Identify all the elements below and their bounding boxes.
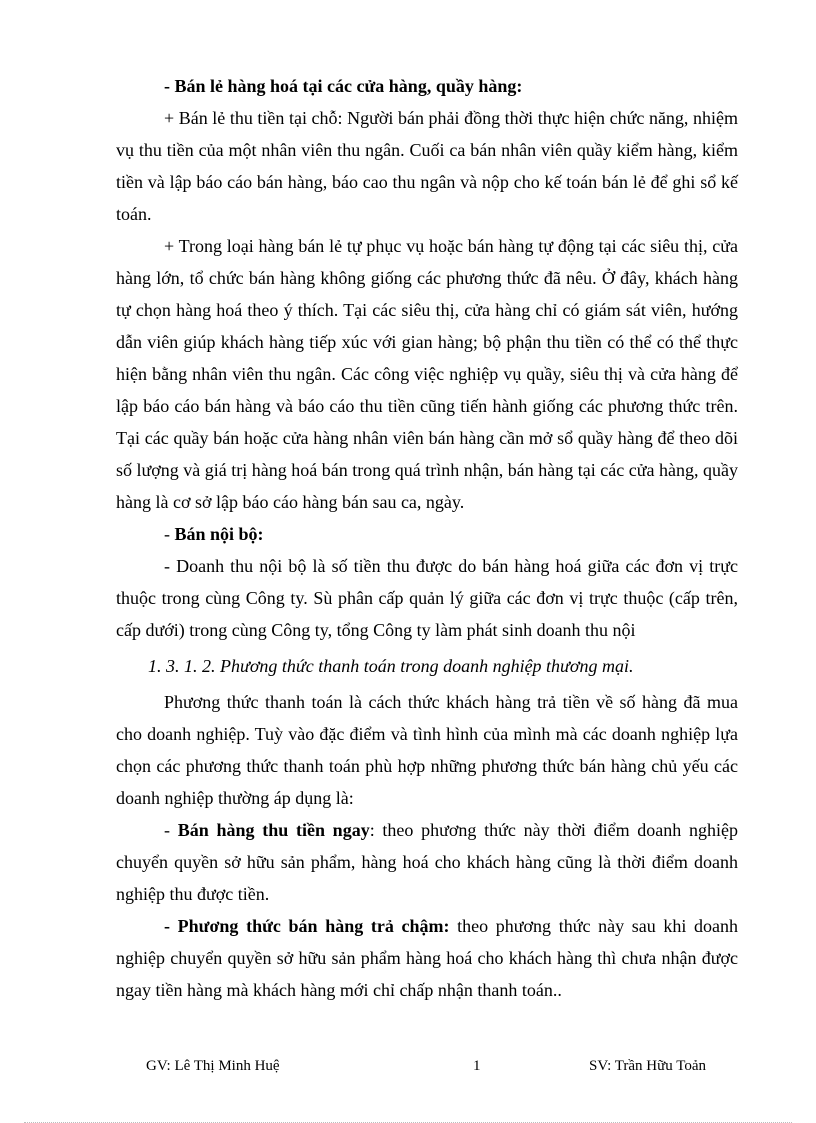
footer-page-number: 1 (473, 1058, 481, 1074)
paragraph-internal-revenue: - Doanh thu nội bộ là số tiền thu được do bán hàng hoá giữa các đơn vị trực thuộc trong cùng Công ty. Sù phân cấp quản lý giữa các đơn vị trực thuộc (cấp trên, cấp dưới) trong cùng Công ty, tổng Công ty làm phát sinh doanh thu nội (116, 556, 738, 640)
cash-payment-term: Bán hàng thu tiền ngay (177, 820, 370, 840)
deferred-payment-term: - Phương thức bán hàng trả chậm: (164, 916, 450, 936)
footer-student: SV: Trần Hữu Toản (589, 1058, 706, 1074)
section-heading-internal-text: Bán nội bộ: (174, 524, 264, 544)
footer-teacher: GV: Lê Thị Minh Huệ (146, 1058, 280, 1074)
document-body (116, 70, 738, 1006)
paragraph-retail-cash: + Bán lẻ thu tiền tại chỗ: Người bán phải đồng thời thực hiện chức năng, nhiệm vụ thu tiền của một nhân viên thu ngân. Cuối ca bán nhân viên quầy kiểm hàng, kiểm tiền và lập báo cáo bán hàng, báo cao thu ngân và nộp cho kế toán bán lẻ để ghi sổ kế toán. (116, 108, 738, 224)
paragraph-retail-self-service: + Trong loại hàng bán lẻ tự phục vụ hoặc bán hàng tự động tại các siêu thị, cửa hàng lớn, tổ chức bán hàng không giống các phương thức đã nêu. Ở đây, khách hàng tự chọn hàng hoá theo ý thích. Tại các siêu thị, cửa hàng chỉ có giám sát viên, hướng dẫn viên giúp khách hàng tiếp xúc với gian hàng; bộ phận thu tiền có thể có thể thực hiện bằng nhân viên thu ngân. Các công việc nghiệp vụ quầy, siêu thị và cửa hàng để lập báo cáo bán hàng và báo cáo thu tiền cũng tiến hành giống các phương thức trên. Tại các quầy bán hoặc cửa hàng nhân viên bán hàng cần mở sổ quầy hàng để theo dõi số lượng và giá trị hàng hoá bán trong quá trình nhận, bán hàng tại các cửa hàng, quầy hàng là cơ sở lập báo cáo hàng bán sau ca, ngày. (116, 236, 738, 512)
deferred-payment-description: theo phương thức này sau khi doanh nghiệp chuyển quyền sở hữu sản phẩm hàng hoá cho khách hàng thì chưa nhận được ngay tiền hàng mà khách hàng mới chỉ chấp nhận thanh toán.. (116, 916, 739, 1000)
paragraph-deferred-payment (116, 910, 738, 1006)
paragraph-cash-payment (116, 814, 738, 910)
section-heading-retail-text: - Bán lẻ hàng hoá tại các cửa hàng, quầy hàng: (164, 76, 523, 96)
subsection-heading-payment-methods: 1. 3. 1. 2. Phương thức thanh toán trong doanh nghiệp thương mại. (148, 656, 634, 676)
section-heading-retail (116, 70, 738, 102)
section-heading-internal-prefix: - (164, 524, 175, 544)
cash-payment-description: : theo phương thức này thời điểm doanh nghiệp chuyển quyền sở hữu sản phẩm, hàng hoá cho khách hàng cũng là thời điểm doanh nghiệp thu được tiền. (116, 820, 739, 904)
section-heading-internal-sales (116, 518, 738, 550)
cash-payment-prefix: - (164, 820, 178, 840)
paragraph-payment-intro: Phương thức thanh toán là cách thức khách hàng trả tiền về số hàng đã mua cho doanh nghiệp. Tuỳ vào đặc điểm và tình hình của mình mà các doanh nghiệp lựa chọn các phương thức thanh toán phù hợp những phương thức bán hàng chủ yếu các doanh nghiệp thường áp dụng là: (116, 692, 738, 808)
